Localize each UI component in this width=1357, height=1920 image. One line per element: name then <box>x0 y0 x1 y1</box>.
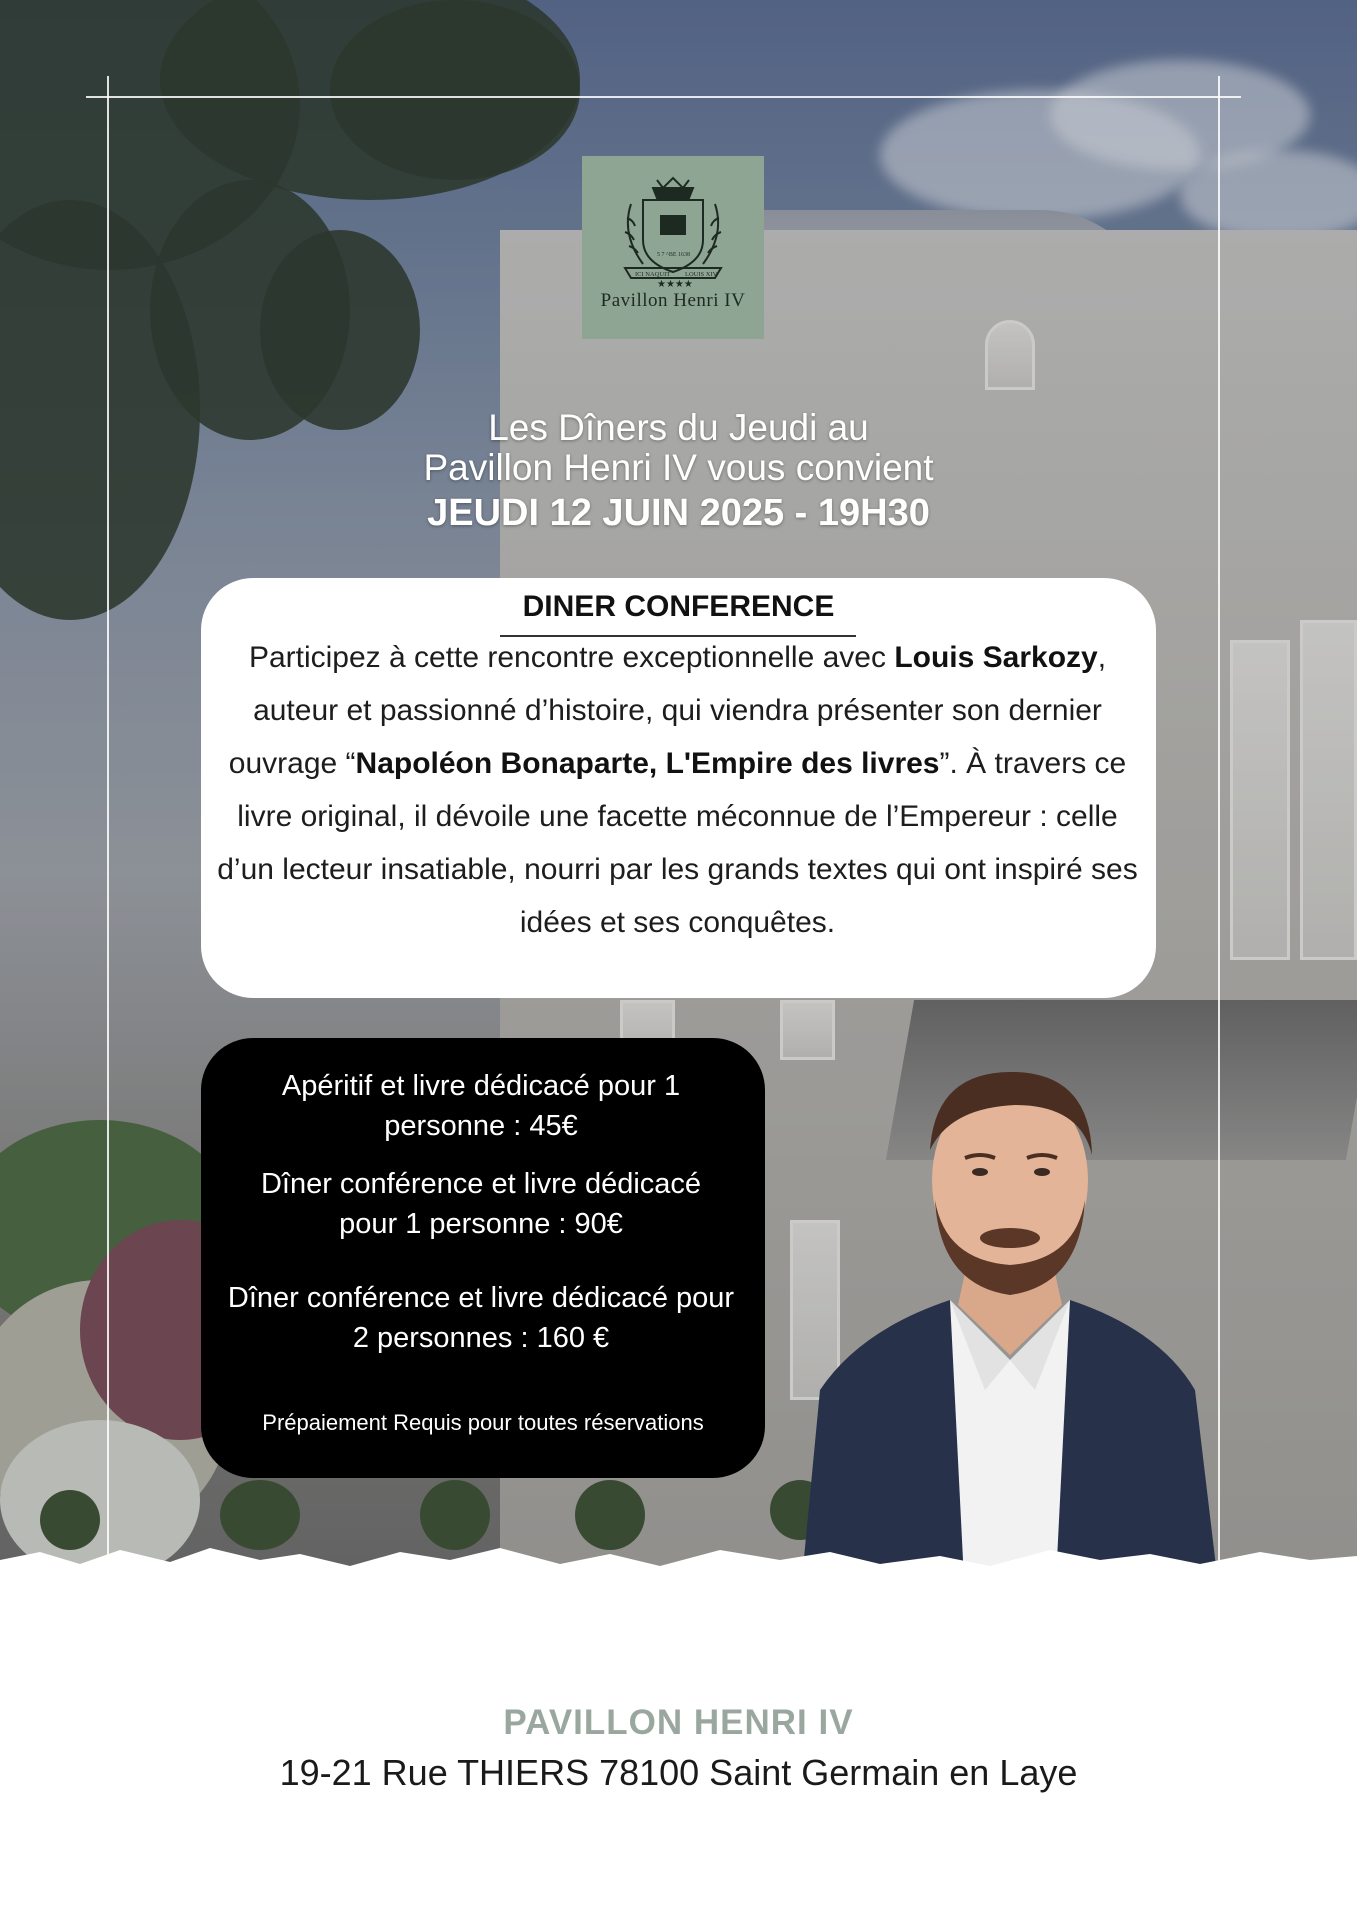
logo-ribbon-right: LOUIS XIV <box>685 271 718 278</box>
price-option-aperitif: Apéritif et livre dédicacé pour 1 personne : 45€ <box>281 1070 681 1142</box>
logo-stars: ★★★★ <box>657 279 693 288</box>
frame-top-line <box>86 96 1241 98</box>
description-text-1: Participez à cette rencontre exceptionnelle avec <box>248 641 895 674</box>
description-body <box>210 631 1145 949</box>
description-title: DINER CONFERENCE <box>522 590 835 623</box>
price-option-diner-1: Dîner conférence et livre dédicacé pour 1 personne : 90€ <box>260 1168 702 1240</box>
prepayment-note: Prépaiement Requis pour toutes réservations <box>262 1410 704 1435</box>
speaker-portrait <box>800 1060 1220 1600</box>
frame-left-line <box>107 76 109 1596</box>
event-date: JEUDI 12 JUIN 2025 - 19H30 <box>427 492 930 534</box>
headline-line1: Les Dîners du Jeudi au <box>488 407 869 448</box>
price-option-diner-2: Dîner conférence et livre dédicacé pour 2 personnes : 160 € <box>227 1282 735 1354</box>
logo-ribbon-left: ICI NAQUIT <box>635 271 671 278</box>
author-name: Louis Sarkozy <box>894 641 1098 674</box>
logo-year: 5 7 ^BE 1638 <box>657 252 690 258</box>
headline <box>300 408 1057 536</box>
venue-name: PAVILLON HENRI IV <box>503 1703 854 1742</box>
book-title: Napoléon Bonaparte, L'Empire des livres <box>355 747 940 780</box>
pricing-card <box>201 1038 765 1478</box>
coat-of-arms-icon <box>613 170 733 288</box>
venue-address: 19-21 Rue THIERS 78100 Saint Germain en Laye <box>279 1752 1078 1793</box>
headline-line2: Pavillon Henri IV vous convient <box>423 447 934 488</box>
logo-wordmark: Pavillon Henri IV <box>600 290 746 311</box>
description-text-3: ”. À travers ce livre original, il dévoile une facette méconnue de l’Empereur : celle d’un lecteur insatiable, nourri par les grands textes qui ont inspiré ses idées et ses conquêtes. <box>217 747 1138 939</box>
description-text-2: , auteur et passionné d’histoire, qui viendra présenter son dernier ouvrage “ <box>228 641 1107 780</box>
pavillon-logo <box>582 156 764 339</box>
